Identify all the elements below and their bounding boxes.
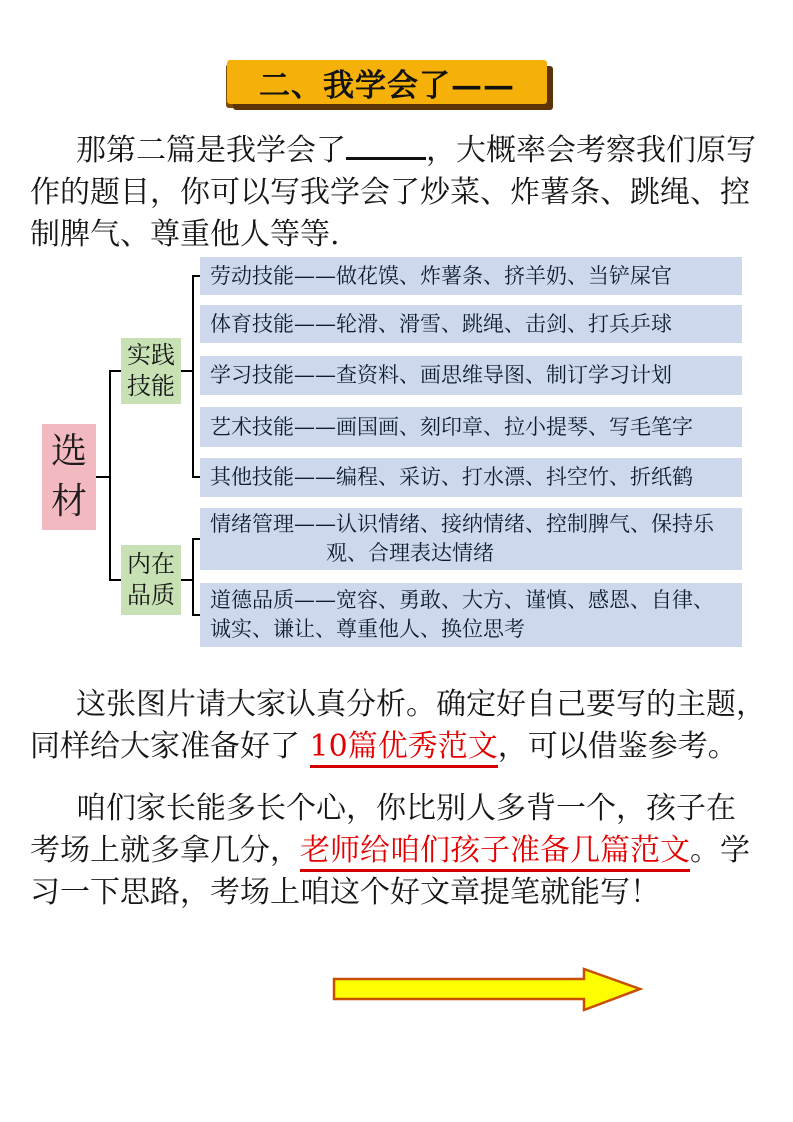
- skill-row-sports: [200, 305, 742, 343]
- row-text: 劳动技能——做花馍、炸薯条、挤羊奶、当铲屎官: [210, 263, 672, 288]
- link-teacher-model-essays[interactable]: 老师给咱们孩子准备几篇范文: [300, 833, 690, 872]
- paragraph-line: 咱们家长能多长个心，你比别人多背一个，孩子在: [76, 791, 736, 826]
- row-text: 诚实、谦让、尊重他人、换位思考: [210, 617, 525, 641]
- p1-text-after-blank: ，大概率会考察我们原写: [426, 133, 756, 168]
- row-text: 其他技能——编程、采访、打水漂、抖空竹、折纸鹤: [210, 465, 693, 489]
- branch-node-inner-quality: [121, 545, 181, 615]
- p2-text-after-link: ，可以借鉴参考。: [497, 729, 738, 764]
- paragraph-line: 作的题目，你可以写我学会了炒菜、炸薯条、跳绳、控: [30, 175, 750, 210]
- page-title: 二、我学会了——: [259, 67, 515, 104]
- skill-row-emotion: [200, 508, 742, 570]
- branch-label-line: 内在: [127, 550, 175, 578]
- paragraph-line: [30, 130, 770, 172]
- paragraph-line: [30, 830, 770, 872]
- paragraph-line: 制脾气、尊重他人等等.: [30, 217, 340, 252]
- paragraph-intro: [30, 130, 770, 256]
- root-node-char: 选: [50, 431, 87, 472]
- p2-text-before-link: 同样给大家准备好了: [30, 729, 310, 764]
- row-text: 学习技能——查资料、画思维导图、制订学习计划: [210, 363, 672, 387]
- skill-row-study: [200, 356, 742, 395]
- skill-row-moral: [200, 583, 742, 647]
- fill-in-blank-line: [346, 153, 426, 160]
- right-arrow-icon: [332, 966, 644, 1014]
- paragraph-parents-note: [30, 788, 770, 914]
- row-text: 艺术技能——画国画、刻印章、拉小提琴、写毛笔字: [210, 414, 693, 439]
- branch-node-practical-skills: [121, 338, 181, 404]
- p3-text-after-link: 。学: [690, 833, 750, 868]
- root-node-topic-selection: [42, 424, 96, 530]
- next-page-arrow: [332, 966, 644, 1014]
- link-ten-model-essays[interactable]: 10篇优秀范文: [310, 729, 498, 768]
- row-text: 情绪管理——认识情绪、接纳情绪、控制脾气、保持乐: [210, 512, 714, 536]
- paragraph-line: 习一下思路，考场上咱这个好文章提笔就能写！: [30, 875, 660, 910]
- paragraph-line: 这张图片请大家认真分析。确定好自己要写的主题，: [76, 687, 766, 722]
- branch-label-line: 实践: [127, 341, 175, 369]
- skill-row-labor: [200, 257, 742, 295]
- branch-label-line: 品质: [127, 581, 175, 609]
- root-node-char: 材: [50, 481, 87, 522]
- branch-label-line: 技能: [127, 372, 175, 400]
- paragraph-analysis: [30, 684, 770, 768]
- p3-text-before-link: 考场上就多拿几分，: [30, 833, 300, 868]
- skill-row-other: [200, 458, 742, 497]
- row-text: 观、合理表达情绪: [326, 541, 494, 565]
- title-banner: [227, 60, 547, 104]
- paragraph-line: [30, 726, 770, 768]
- p1-text-before-blank: 那第二篇是我学会了: [76, 133, 346, 168]
- topic-mindmap-diagram: [0, 252, 793, 654]
- row-text: 道德品质——宽容、勇敢、大方、谨慎、感恩、自律、: [210, 588, 714, 612]
- skill-row-art: [200, 407, 742, 447]
- row-text: 体育技能——轮滑、滑雪、跳绳、击剑、打兵乒球: [210, 311, 672, 336]
